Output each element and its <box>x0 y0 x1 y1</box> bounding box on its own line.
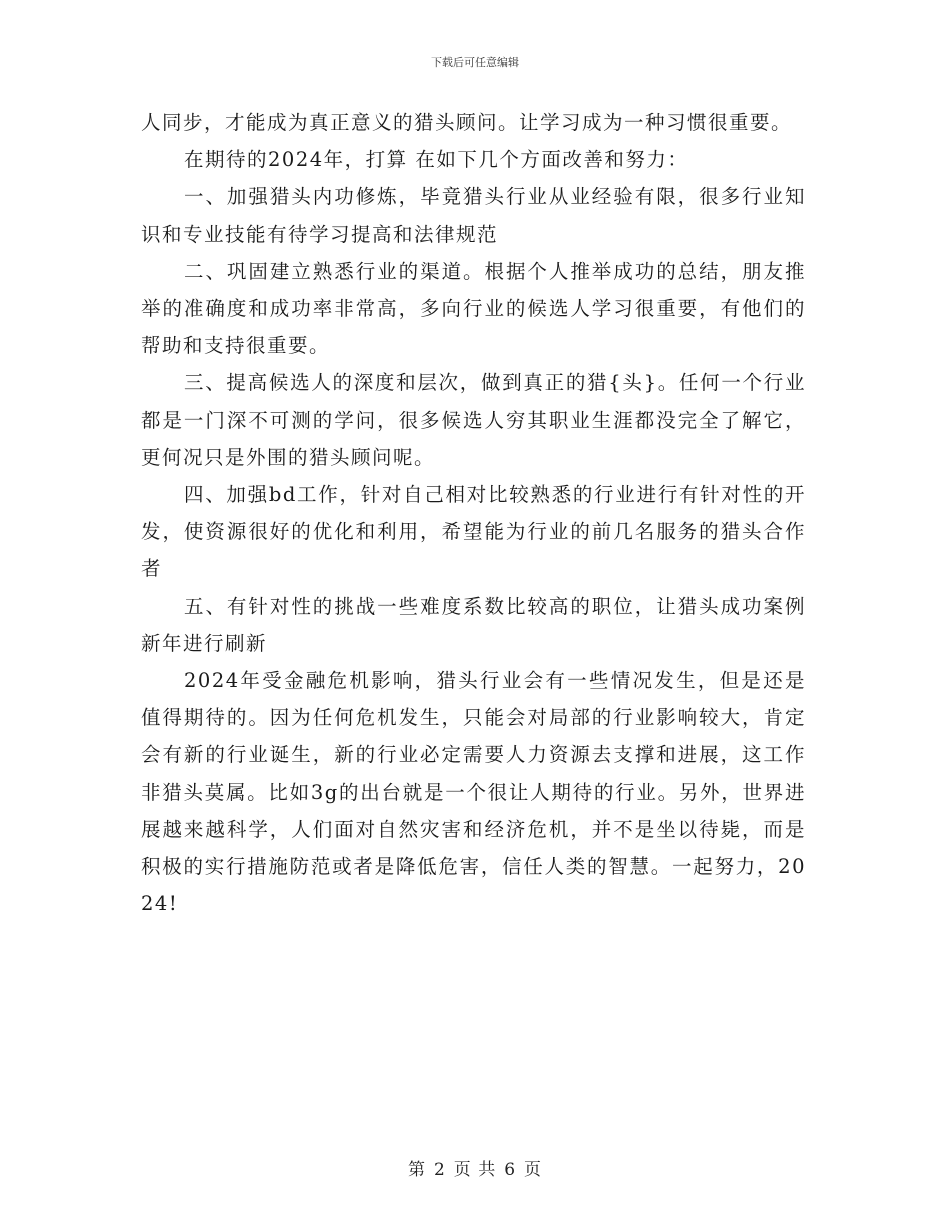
paragraph-item-5: 五、有针对性的挑战一些难度系数比较高的职位，让猎头成功案例新年进行刷新 <box>141 594 806 655</box>
paragraph-item-1: 一、加强猎头内功修炼，毕竟猎头行业从业经验有限，很多行业知识和专业技能有待学习提高和法律规范 <box>141 185 806 246</box>
footer-middle: 页 共 <box>453 1160 497 1180</box>
footer-page-number: 2 <box>433 1160 446 1180</box>
footer-prefix: 第 <box>407 1160 426 1180</box>
page-footer <box>0 1155 950 1180</box>
paragraph-item-2: 二、巩固建立熟悉行业的渠道。根据个人推举成功的总结，朋友推举的准确度和成功率非常高，多向行业的候选人学习很重要，有他们的帮助和支持很重要。 <box>141 259 806 358</box>
paragraph-intro: 在期待的2024年，打算 在如下几个方面改善和努力： <box>184 148 689 172</box>
footer-total-pages: 6 <box>504 1160 517 1180</box>
footer-suffix: 页 <box>524 1160 543 1180</box>
paragraph-outlook: 2024年受金融危机影响，猎头行业会有一些情况发生，但是还是值得期待的。因为任何危机发生，只能会对局部的行业影响较大，肯定会有新的行业诞生，新的行业必定需要人力资源去支撑和进展，这工作非猎头莫属。比如3g的出台就是一个很让人期待的行业。另外，世界进展越来越科学，人们面对自然灾害和经济危机，并不是坐以待毙，而是积极的实行措施防范或者是降低危害，信任人类的智慧。一起努力，2024! <box>141 669 806 916</box>
page-header: 下载后可任意编辑 <box>431 56 519 69</box>
document-body <box>141 104 806 922</box>
paragraph-item-4: 四、加强bd工作，针对自己相对比较熟悉的行业进行有针对性的开发，使资源很好的优化和利用，希望能为行业的前几名服务的猎头合作者 <box>141 483 806 581</box>
paragraph-continuation: 人同步，才能成为真正意义的猎头顾问。让学习成为一种习惯很重要。 <box>141 111 793 134</box>
paragraph-item-3: 三、提高候选人的深度和层次，做到真正的猎{头}。任何一个行业都是一门深不可测的学问，很多候选人穷其职业生涯都没完全了解它，更何况只是外围的猎头顾问呢。 <box>141 371 806 469</box>
